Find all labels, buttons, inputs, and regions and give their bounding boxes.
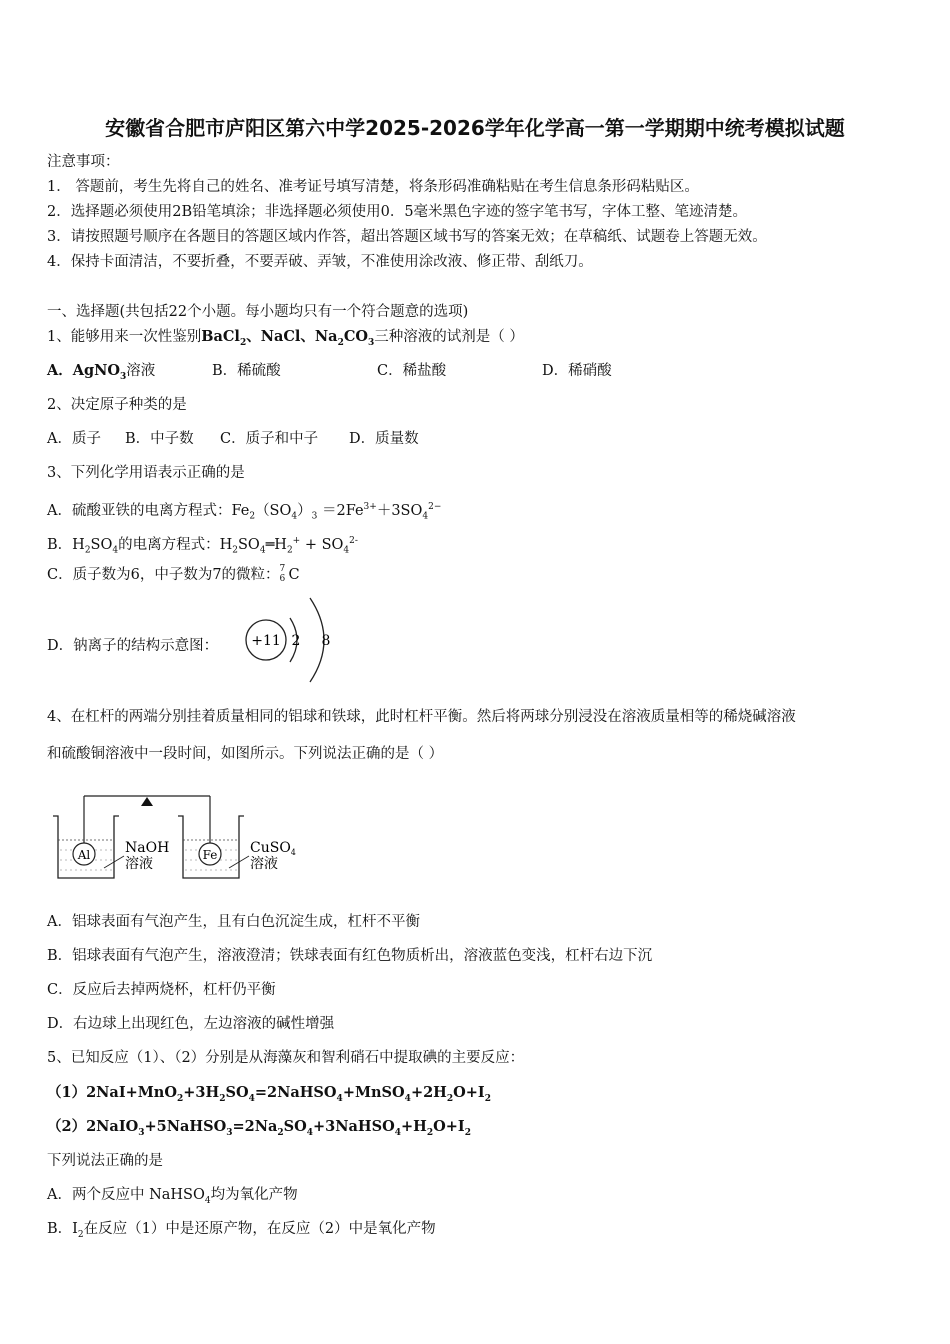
q4-option-c[interactable]: C．反应后去掉两烧杯，杠杆仍平衡 — [47, 982, 276, 998]
notice-item-2: 2．选择题必须使用2B铅笔填涂；非选择题必须使用0．5毫米黑色字迹的签字笔书写，字体工整、笔迹清楚。 — [47, 204, 748, 220]
sodium-ion-structure-diagram — [238, 592, 338, 688]
nucleus-label: +11 — [251, 633, 281, 649]
shell-1-electrons: 2 — [291, 633, 301, 649]
q3-option-b[interactable]: B．$H_2SO_4$的电离方程式：$H_2SO_4═H_2^+ + SO_4^{2-}$ — [47, 536, 358, 556]
question-1-options — [47, 361, 612, 387]
question-2-stem: 2、决定原子种类的是 — [47, 397, 187, 413]
reaction-1-equation: $(1)2NaI+MnO_2+3H_2SO_4=2NaHSO_4+MnSO_4+2H_2O+I_2$ — [47, 1084, 491, 1104]
notice-item-4: 4．保持卡面清洁，不要折叠，不要弄破、弄皱，不准使用涂改液、修正带、刮纸刀。 — [47, 254, 593, 270]
question-3-stem: 3、下列化学用语表示正确的是 — [47, 465, 245, 481]
question-5-lead: 下列说法正确的是 — [47, 1153, 163, 1169]
lever-beaker-diagram — [48, 788, 308, 884]
q1-option-c[interactable]: C．稀盐酸 — [377, 363, 447, 379]
q2-option-b[interactable]: B．中子数 — [125, 431, 194, 447]
q4-option-b[interactable]: B．铝球表面有气泡产生，溶液澄清；铁球表面有红色物质析出，溶液蓝色变浅，杠杆右边下沉 — [47, 948, 653, 964]
question-1-stem: 1、能够用来一次性鉴别BaCl$_2$、NaCl、$Na_2CO_3$三种溶液的试剂是（ ） — [47, 328, 524, 348]
left-solution-label-2: 溶液 — [125, 856, 153, 872]
question-4-stem-line-1: 4、在杠杆的两端分别挂着质量相同的铝球和铁球，此时杠杆平衡。然后将两球分别浸没在溶液质量相等的稀烧碱溶液 — [47, 709, 796, 725]
q5-option-a[interactable]: A．两个反应中 NaHSO$_4$均为氧化产物 — [47, 1187, 298, 1206]
q4-option-d[interactable]: D．右边球上出现红色，左边溶液的碱性增强 — [47, 1016, 335, 1032]
q4-option-a[interactable]: A．铝球表面有气泡产生，且有白色沉淀生成，杠杆不平衡 — [47, 914, 420, 930]
q3-option-c[interactable]: C．质子数为6，中子数为7的微粒： 7 6 C — [47, 564, 300, 584]
notice-heading: 注意事项： — [47, 154, 120, 170]
q3-option-d[interactable]: D．钠离子的结构示意图： — [47, 638, 219, 654]
section-heading: 一、选择题(共包括22个小题。每小题均只有一个符合题意的选项) — [47, 304, 469, 320]
q5-option-b[interactable]: B．$I_2$在反应（1）中是还原产物，在反应（2）中是氧化产物 — [47, 1221, 436, 1240]
right-solution-label-1: CuSO$_4$ — [250, 840, 296, 857]
q2-option-c[interactable]: C．质子和中子 — [220, 431, 319, 447]
shell-2-electrons: 8 — [321, 633, 331, 649]
page-title: 安徽省合肥市庐阳区第六中学2025-2026学年化学高一第一学期期中统考模拟试题 — [105, 116, 845, 140]
left-solution-label-1: NaOH — [125, 840, 170, 856]
fulcrum-icon — [141, 797, 153, 806]
question-5-stem: 5、已知反应（1）、（2）分别是从海藻灰和智利硝石中提取碘的主要反应： — [47, 1050, 525, 1066]
question-2-options — [47, 429, 419, 449]
notice-item-1: 1． 答题前，考生先将自己的姓名、准考证号填写清楚，将条形码准确粘贴在考生信息条形码粘贴区。 — [47, 179, 699, 195]
q3-option-a[interactable]: A．硫酸亚铁的电离方程式：$Fe_2(SO_4)_3 =2Fe^{3+}+3SO_4^{2-}$ — [47, 502, 442, 522]
aluminum-ball-label: Al — [77, 848, 91, 862]
q2-option-a[interactable]: A．质子 — [47, 431, 101, 447]
q1-option-a[interactable]: A．AgNO$_3$溶液 — [47, 362, 156, 382]
right-solution-label-2: 溶液 — [250, 856, 278, 872]
iron-ball-label: Fe — [202, 848, 218, 862]
question-4-stem-line-2: 和硫酸铜溶液中一段时间，如图所示。下列说法正确的是（ ） — [47, 746, 444, 762]
q1-option-b[interactable]: B．稀硫酸 — [212, 363, 281, 379]
reaction-2-equation: $(2)2NaIO_3+5NaHSO_3=2Na_2SO_4+3NaHSO_4+H_2O+I_2$ — [47, 1118, 471, 1138]
q2-option-d[interactable]: D．质量数 — [349, 431, 419, 447]
notice-item-3: 3．请按照题号顺序在各题目的答题区域内作答，超出答题区域书写的答案无效；在草稿纸、试题卷上答题无效。 — [47, 229, 767, 245]
q1-option-d[interactable]: D．稀硝酸 — [542, 363, 612, 379]
